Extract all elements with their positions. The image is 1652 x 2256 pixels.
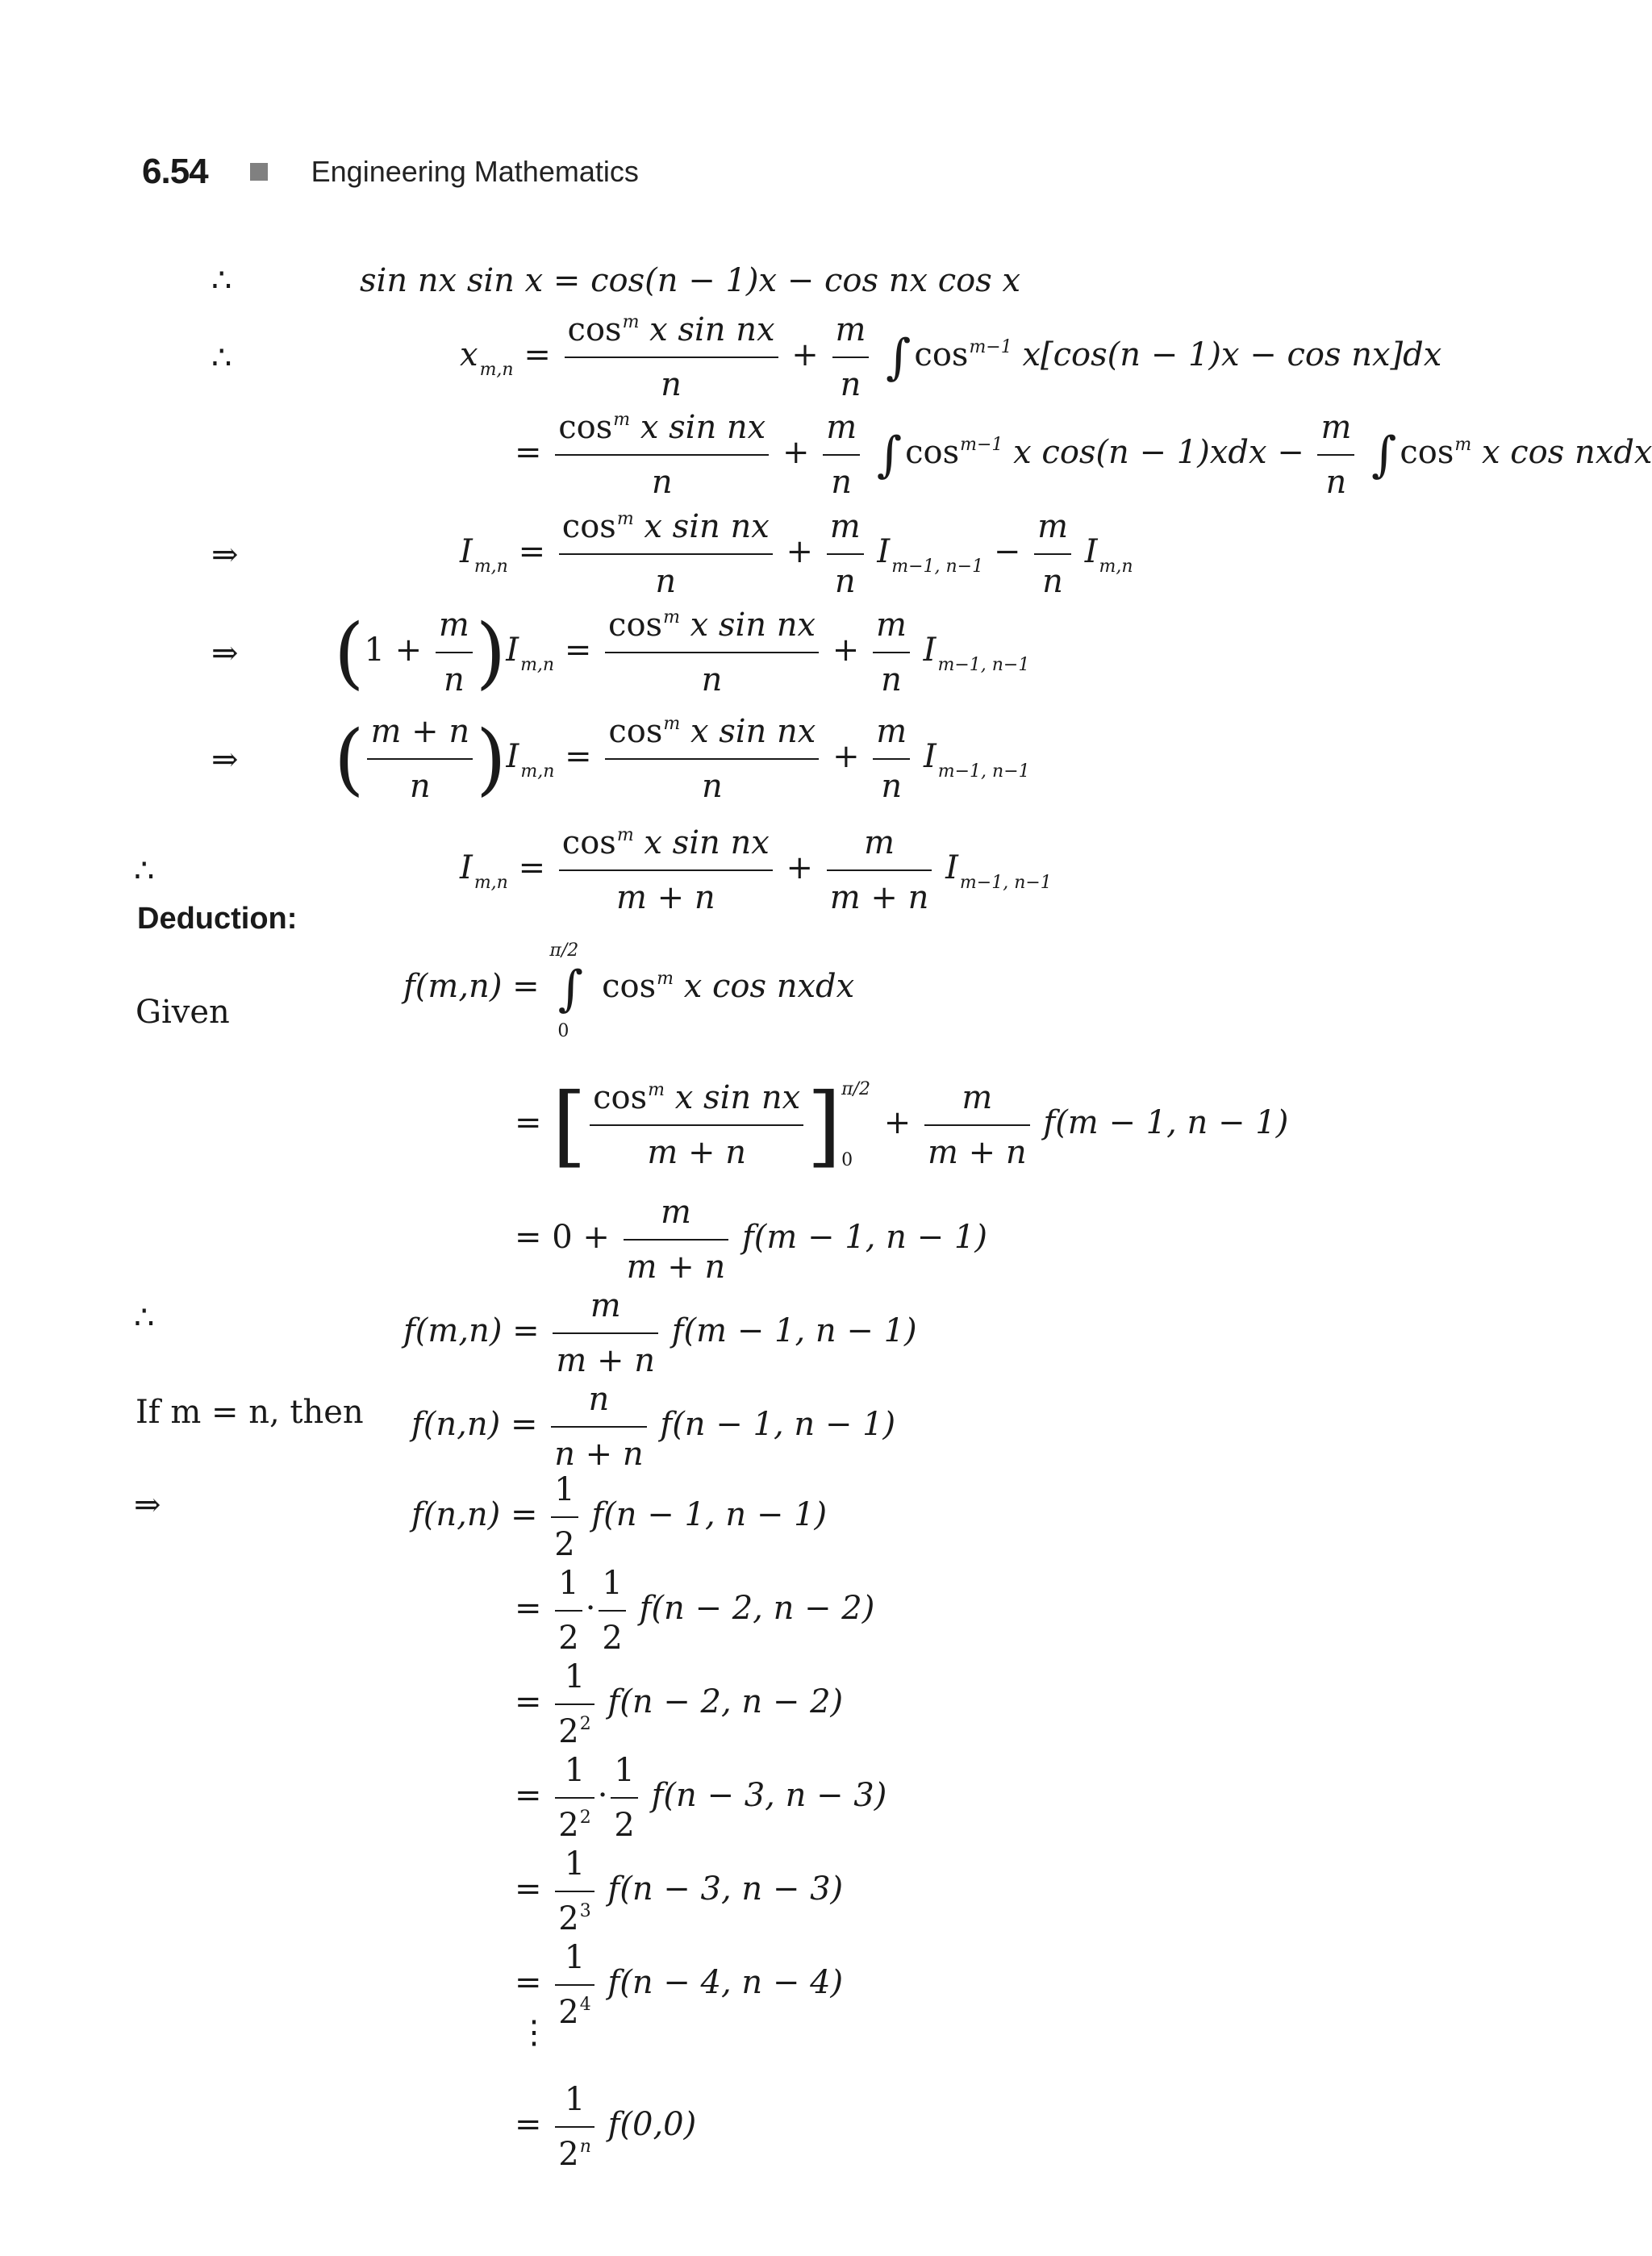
eq-deduction-2: = [ $\frac{\cos^m x \sin nx}{m + n}$ ] π/2 0 + $\frac{m}{m + n}$ f(m − 1, n − 1): [515, 1074, 1289, 1177]
symbol-therefore: ∴: [134, 1299, 155, 1337]
label-if-m-eq-n: If m = n, then: [136, 1394, 364, 1431]
fraction: $\frac{m}{n}$: [823, 407, 860, 502]
eq-deduction-5: f(n,n) = $\frac{n}{n + n}$ f(n − 1, n − 1): [411, 1381, 896, 1473]
fraction: $\frac{1}{2}$: [599, 1563, 625, 1658]
eq-line-5: (1 + $\frac{m}{n}$ )$I_{m,n}$ = $\frac{\cos^m x \sin nx}{n}$ + $\frac{m}{n}$ $I_{m-1, n-1}$: [334, 607, 1030, 698]
fraction: $\frac{m}{n}$: [1317, 407, 1354, 502]
fraction: $\frac{1}{2}$: [551, 1470, 578, 1565]
fraction: $\frac{m}{n}$: [873, 605, 910, 700]
fraction: $\frac{m + n}{n}$: [367, 711, 473, 807]
label-given: Given: [136, 994, 230, 1031]
fraction: $\frac{\cos^m x \sin nx}{n}$: [605, 711, 819, 807]
vdots: ⋮: [518, 2014, 550, 2051]
fraction: $\frac{1}{2^3}$: [555, 1844, 594, 1939]
symbol-implies: ⇒: [211, 741, 239, 778]
fraction: $\frac{1}{2^4}$: [555, 1937, 594, 2033]
deduction-heading: Deduction:: [137, 902, 298, 936]
eq-deduction-4: f(m,n) = $\frac{m}{m + n}$ f(m − 1, n − 1): [403, 1287, 917, 1379]
fraction: $\frac{\cos^m x \sin nx}{n}$: [605, 605, 819, 700]
header-square-icon: [250, 163, 268, 181]
fraction: $\frac{m}{n}$: [827, 507, 864, 602]
symbol-implies: ⇒: [134, 1487, 161, 1524]
fraction: $\frac{\cos^m x \sin nx}{m + n}$: [559, 823, 773, 918]
eq-line-6: ( $\frac{m + n}{n}$ )$I_{m,n}$ = $\frac{\cos^m x \sin nx}{n}$ + $\frac{m}{n}$ $I_{m-1, n-1}$: [334, 713, 1030, 805]
fraction: $\frac{1}{2^n}$: [555, 2079, 594, 2175]
eq-line-3: = $\frac{\cos^m x \sin nx}{n}$ + $\frac{m}{n}$ ∫ $\cos^{m-1} x$ cos(n − 1)xdx − $\frac{m}{n}$ ∫ $\cos^m x$ cos nxdx: [515, 409, 1652, 501]
eq-line-2: $x_{m,n}$ = $\frac{\cos^m x \sin nx}{n}$ + $\frac{m}{n}$ ∫ $\cos^{m-1} x[\cos(n - 1)x - \cos nx]dx$: [460, 311, 1442, 403]
eq-line-1: sin nx sin x = cos(n − 1)x − cos nx cos x: [360, 262, 1021, 299]
page-header: [142, 144, 639, 200]
fraction: $\frac{m}{n}$: [832, 310, 870, 405]
eq-deduction-7: = $\frac{1}{2}$ · $\frac{1}{2}$ f(n − 2, n − 2): [515, 1565, 875, 1657]
fraction: $\frac{m}{m + n}$: [827, 823, 932, 918]
symbol-therefore: ∴: [211, 262, 232, 299]
eq-line-7: $I_{m,n}$ = $\frac{\cos^m x \sin nx}{m + n}$ + $\frac{m}{m + n}$ $I_{m-1, n-1}$: [460, 824, 1052, 916]
symbol-implies: ⇒: [211, 635, 239, 672]
fraction: $\frac{\cos^m x \sin nx}{m + n}$: [590, 1078, 803, 1173]
eq-deduction-12: = $\frac{1}{2^n}$ f(0,0): [515, 2081, 697, 2173]
symbol-therefore: ∴: [211, 340, 232, 377]
fraction: $\frac{1}{2}$: [611, 1750, 637, 1845]
fraction: $\frac{m}{m + n}$: [924, 1078, 1030, 1173]
eq-deduction-10: = $\frac{1}{2^3}$ f(n − 3, n − 3): [515, 1845, 844, 1937]
fraction: $\frac{1}{2^2}$: [555, 1750, 594, 1845]
eq-deduction-6: f(n,n) = $\frac{1}{2}$ f(n − 1, n − 1): [411, 1471, 828, 1563]
fraction: $\frac{1}{2}$: [555, 1563, 582, 1658]
fraction: $\frac{\cos^m x \sin nx}{n}$: [559, 507, 773, 602]
fraction: $\frac{m}{n}$: [436, 605, 473, 700]
symbol-therefore: ∴: [134, 853, 155, 890]
fraction: $\frac{m}{n}$: [1034, 507, 1071, 602]
symbol-implies: ⇒: [211, 536, 239, 573]
eq-deduction-9: = $\frac{1}{2^2}$ · $\frac{1}{2}$ f(n − 3, n − 3): [515, 1752, 887, 1844]
fraction: $\frac{1}{2^2}$: [555, 1657, 594, 1752]
eq-deduction-8: = $\frac{1}{2^2}$ f(n − 2, n − 2): [515, 1658, 844, 1750]
eq-line-4: $I_{m,n}$ = $\frac{\cos^m x \sin nx}{n}$ + $\frac{m}{n}$ $I_{m-1, n-1}$ − $\frac{m}{n}$ $I_{m,n}$: [460, 508, 1133, 600]
fraction: $\frac{m}{m + n}$: [624, 1192, 729, 1287]
fraction: $\frac{\cos^m x \sin nx}{n}$: [565, 310, 778, 405]
eq-deduction-1: f(m,n) = π/2 ∫ 0 $\cos^m x$ cos nxdx: [403, 940, 855, 1041]
fraction: $\frac{m}{m + n}$: [553, 1286, 658, 1381]
fraction: $\frac{n}{n + n}$: [551, 1379, 646, 1474]
fraction: $\frac{\cos^m x \sin nx}{n}$: [555, 407, 769, 502]
fraction: $\frac{m}{n}$: [873, 711, 910, 807]
page-number: 6.54: [142, 152, 208, 191]
eq-deduction-11: = $\frac{1}{2^4}$ f(n − 4, n − 4): [515, 1939, 844, 2031]
book-title: Engineering Mathematics: [311, 155, 639, 188]
eq-deduction-3: = 0 + $\frac{m}{m + n}$ f(m − 1, n − 1): [515, 1194, 987, 1286]
